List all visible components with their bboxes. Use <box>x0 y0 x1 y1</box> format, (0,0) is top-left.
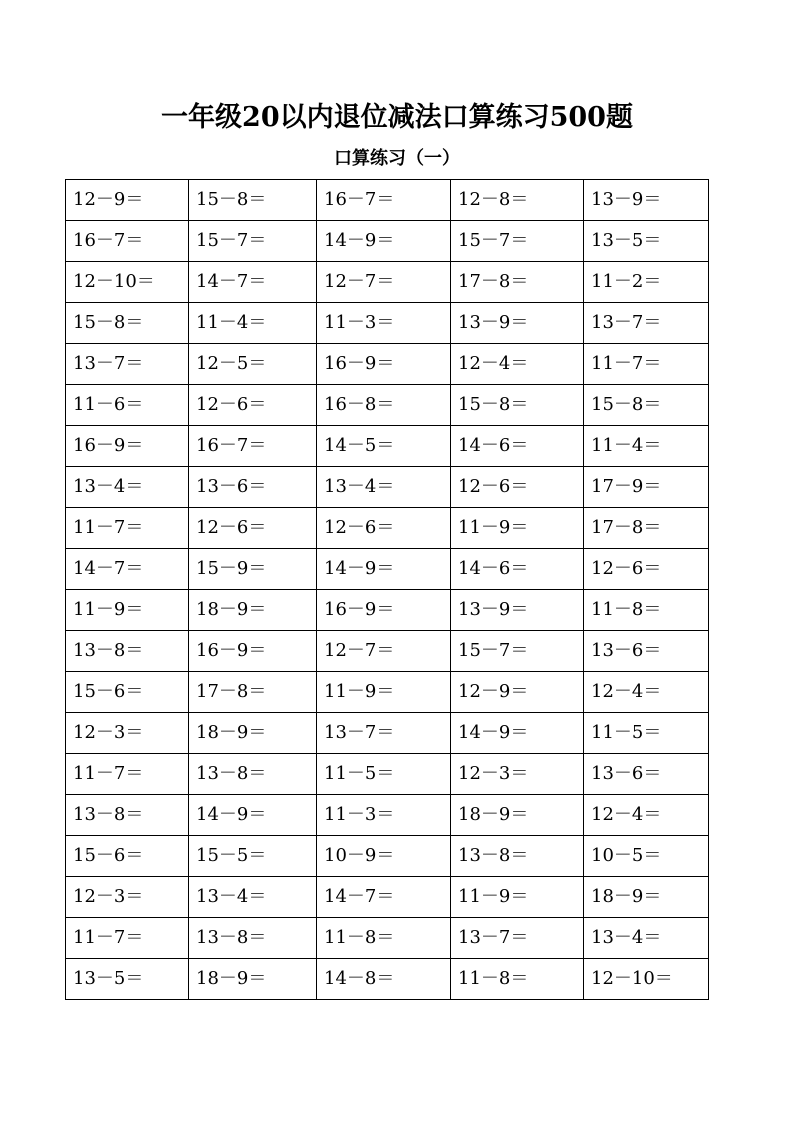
problem-cell: 14－7＝ <box>189 262 317 303</box>
problem-cell: 14－6＝ <box>451 426 584 467</box>
problem-cell: 13－8＝ <box>66 631 189 672</box>
problem-cell: 15－8＝ <box>451 385 584 426</box>
problem-cell: 14－9＝ <box>317 549 451 590</box>
table-row <box>66 426 709 467</box>
problem-cell: 16－7＝ <box>317 180 451 221</box>
problem-cell: 17－8＝ <box>584 508 709 549</box>
page-title: 一年级20以内退位减法口算练习500题 <box>161 102 633 133</box>
arithmetic-drill-table <box>65 179 709 1000</box>
problem-cell: 15－7＝ <box>451 221 584 262</box>
table-row <box>66 303 709 344</box>
problem-cell: 11－2＝ <box>584 262 709 303</box>
problem-cell: 16－8＝ <box>317 385 451 426</box>
problem-cell: 13－4＝ <box>584 918 709 959</box>
table-row <box>66 262 709 303</box>
problem-cell: 11－4＝ <box>189 303 317 344</box>
drill-table-body <box>66 180 709 1000</box>
problem-cell: 11－5＝ <box>584 713 709 754</box>
problem-cell: 17－9＝ <box>584 467 709 508</box>
table-row <box>66 344 709 385</box>
problem-cell: 12－9＝ <box>451 672 584 713</box>
problem-cell: 13－6＝ <box>189 467 317 508</box>
problem-cell: 15－8＝ <box>189 180 317 221</box>
problem-cell: 13－4＝ <box>317 467 451 508</box>
problem-cell: 11－9＝ <box>451 508 584 549</box>
problem-cell: 12－3＝ <box>451 754 584 795</box>
problem-cell: 11－8＝ <box>317 918 451 959</box>
problem-cell: 16－9＝ <box>66 426 189 467</box>
problem-cell: 15－7＝ <box>451 631 584 672</box>
problem-cell: 16－7＝ <box>189 426 317 467</box>
problem-cell: 12－6＝ <box>451 467 584 508</box>
problem-cell: 14－6＝ <box>451 549 584 590</box>
problem-cell: 13－9＝ <box>451 303 584 344</box>
problem-cell: 11－3＝ <box>317 795 451 836</box>
problem-cell: 13－4＝ <box>66 467 189 508</box>
table-row <box>66 672 709 713</box>
problem-cell: 18－9＝ <box>189 590 317 631</box>
table-row <box>66 508 709 549</box>
problem-cell: 11－7＝ <box>66 754 189 795</box>
problem-cell: 13－5＝ <box>584 221 709 262</box>
problem-cell: 17－8＝ <box>189 672 317 713</box>
problem-cell: 13－7＝ <box>584 303 709 344</box>
problem-cell: 11－9＝ <box>451 877 584 918</box>
problem-cell: 13－9＝ <box>584 180 709 221</box>
problem-cell: 16－9＝ <box>189 631 317 672</box>
problem-cell: 13－8＝ <box>66 795 189 836</box>
table-row <box>66 467 709 508</box>
problem-cell: 15－8＝ <box>584 385 709 426</box>
problem-cell: 18－9＝ <box>189 959 317 1000</box>
table-row <box>66 877 709 918</box>
problem-cell: 15－6＝ <box>66 836 189 877</box>
problem-cell: 10－9＝ <box>317 836 451 877</box>
problem-cell: 11－9＝ <box>66 590 189 631</box>
problem-cell: 12－3＝ <box>66 713 189 754</box>
table-row <box>66 385 709 426</box>
problem-cell: 14－7＝ <box>317 877 451 918</box>
problem-cell: 15－8＝ <box>66 303 189 344</box>
problem-cell: 12－6＝ <box>189 508 317 549</box>
problem-cell: 16－9＝ <box>317 590 451 631</box>
problem-cell: 12－10＝ <box>584 959 709 1000</box>
problem-cell: 13－6＝ <box>584 754 709 795</box>
problem-cell: 14－9＝ <box>317 221 451 262</box>
problem-cell: 14－8＝ <box>317 959 451 1000</box>
section-subtitle: 口算练习（一） <box>334 148 460 169</box>
table-row <box>66 180 709 221</box>
table-row <box>66 795 709 836</box>
problem-cell: 18－9＝ <box>451 795 584 836</box>
table-row <box>66 918 709 959</box>
problem-cell: 12－4＝ <box>451 344 584 385</box>
problem-cell: 11－7＝ <box>66 508 189 549</box>
problem-cell: 12－6＝ <box>584 549 709 590</box>
table-row <box>66 221 709 262</box>
problem-cell: 11－7＝ <box>584 344 709 385</box>
problem-cell: 16－7＝ <box>66 221 189 262</box>
problem-cell: 15－5＝ <box>189 836 317 877</box>
problem-cell: 12－9＝ <box>66 180 189 221</box>
problem-cell: 13－5＝ <box>66 959 189 1000</box>
problem-cell: 12－10＝ <box>66 262 189 303</box>
problem-cell: 14－5＝ <box>317 426 451 467</box>
problem-cell: 11－8＝ <box>451 959 584 1000</box>
problem-cell: 18－9＝ <box>189 713 317 754</box>
problem-cell: 12－8＝ <box>451 180 584 221</box>
table-row <box>66 836 709 877</box>
problem-cell: 13－4＝ <box>189 877 317 918</box>
problem-cell: 15－7＝ <box>189 221 317 262</box>
problem-cell: 11－8＝ <box>584 590 709 631</box>
problem-cell: 13－7＝ <box>66 344 189 385</box>
problem-cell: 16－9＝ <box>317 344 451 385</box>
problem-cell: 11－9＝ <box>317 672 451 713</box>
problem-cell: 12－4＝ <box>584 795 709 836</box>
problem-cell: 13－9＝ <box>451 590 584 631</box>
problem-cell: 11－5＝ <box>317 754 451 795</box>
problem-cell: 13－6＝ <box>584 631 709 672</box>
problem-cell: 11－4＝ <box>584 426 709 467</box>
problem-cell: 15－9＝ <box>189 549 317 590</box>
problem-cell: 11－3＝ <box>317 303 451 344</box>
problem-cell: 13－8＝ <box>189 918 317 959</box>
problem-cell: 14－9＝ <box>189 795 317 836</box>
table-row <box>66 549 709 590</box>
problem-cell: 14－7＝ <box>66 549 189 590</box>
problem-cell: 12－5＝ <box>189 344 317 385</box>
table-row <box>66 631 709 672</box>
problem-cell: 13－7＝ <box>451 918 584 959</box>
problem-cell: 12－4＝ <box>584 672 709 713</box>
problem-cell: 13－7＝ <box>317 713 451 754</box>
problem-cell: 12－7＝ <box>317 262 451 303</box>
problem-cell: 15－6＝ <box>66 672 189 713</box>
problem-cell: 12－6＝ <box>189 385 317 426</box>
problem-cell: 17－8＝ <box>451 262 584 303</box>
problem-cell: 13－8＝ <box>451 836 584 877</box>
problem-cell: 11－7＝ <box>66 918 189 959</box>
problem-cell: 12－7＝ <box>317 631 451 672</box>
problem-cell: 12－3＝ <box>66 877 189 918</box>
problem-cell: 12－6＝ <box>317 508 451 549</box>
problem-cell: 18－9＝ <box>584 877 709 918</box>
problem-cell: 11－6＝ <box>66 385 189 426</box>
table-row <box>66 713 709 754</box>
problem-cell: 13－8＝ <box>189 754 317 795</box>
table-row <box>66 754 709 795</box>
table-row <box>66 590 709 631</box>
problem-cell: 14－9＝ <box>451 713 584 754</box>
table-row <box>66 959 709 1000</box>
problem-cell: 10－5＝ <box>584 836 709 877</box>
